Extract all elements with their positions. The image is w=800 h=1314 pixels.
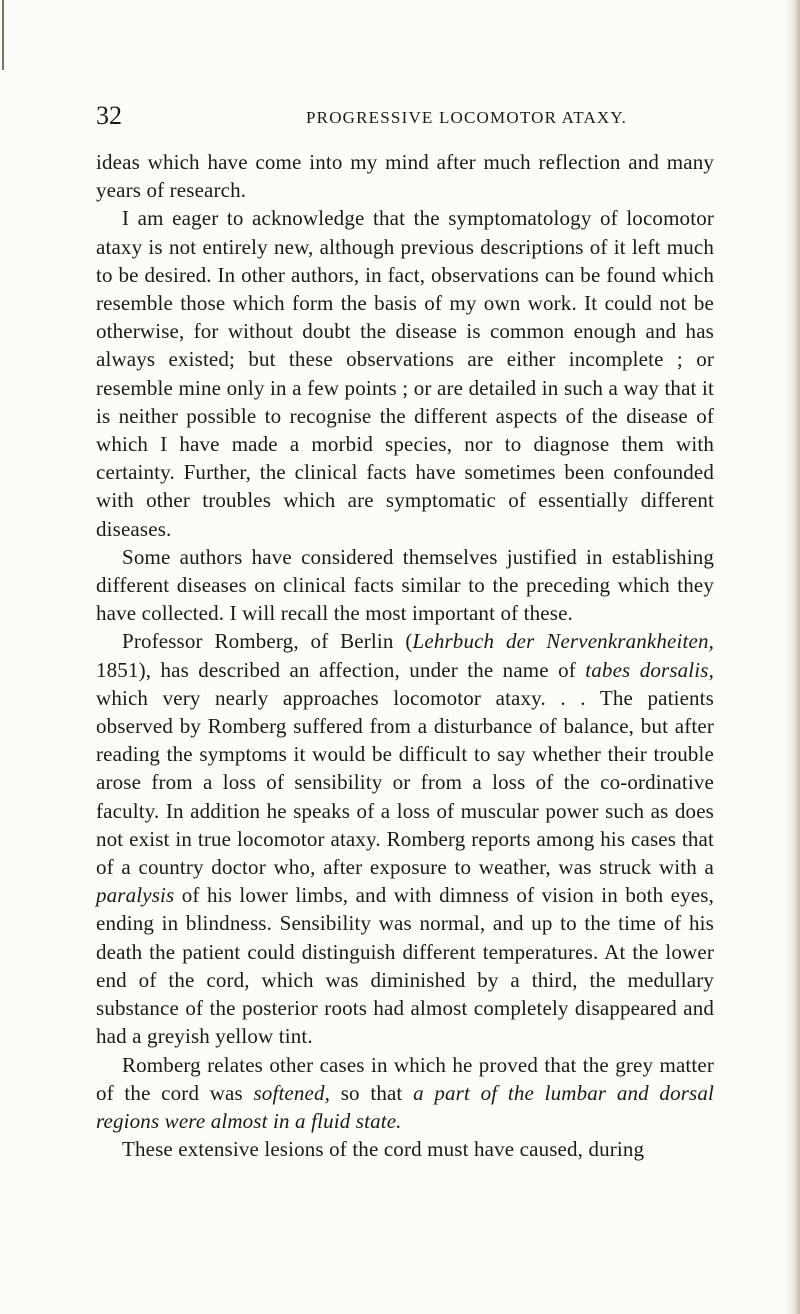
page-margin-line bbox=[2, 0, 4, 70]
softened-italic: softened, bbox=[253, 1080, 331, 1105]
cases-text-2: so that bbox=[330, 1080, 414, 1105]
body-text bbox=[96, 148, 714, 1163]
paralysis-italic: paralysis bbox=[96, 883, 175, 908]
romberg-text-4: of his lower limbs, and with dimness of vision in both eyes, ending in blindness. Sensibility was normal, and up to the time of his death the patient could distinguish different temperatures. At the lower end of the cord, which was diminished by a third, the medullary substance of the posterior roots had almost completely disappeared and had a greyish yellow tint. bbox=[96, 883, 714, 1049]
paragraph-other-authors: Some authors have considered themselves justified in establishing different diseases on clinical facts similar to the preceding which they have collected. I will recall the most important of these. bbox=[96, 544, 714, 626]
running-head: PROGRESSIVE LOCOMOTOR ATAXY. bbox=[306, 108, 628, 127]
romberg-text-3: which very nearly approaches locomotor ataxy. . . The patients observed by Romberg suffered from a disturbance of balance, but after reading the symptoms it would be difficult to say whether their trouble arose from a loss of sensibility or from a loss of the co-ordinative faculty. In addition he speaks of a loss of muscular power such as does not exist in true locomotor ataxy. Romberg reports among his cases that of a country doctor who, after exposure to weather, was struck with a bbox=[96, 685, 714, 880]
paragraph-extensive-lesions: These extensive lesions of the cord must have caused, during bbox=[122, 1137, 645, 1162]
romberg-text-1: Professor Romberg, of Berlin ( bbox=[122, 629, 413, 654]
page-edge-shadow bbox=[786, 0, 800, 1314]
page-number: 32 bbox=[96, 101, 122, 130]
paragraph-continuation: ideas which have come into my mind after much reflection and many years of research. bbox=[96, 150, 714, 203]
cases-text-1: Romberg relates other cases in which he proved that the grey matter of the cord was bbox=[96, 1052, 714, 1105]
paragraph-romberg-cases bbox=[96, 1051, 714, 1136]
tabes-dorsalis-italic: tabes dorsalis, bbox=[585, 657, 715, 682]
romberg-text-2: 1851), has described an affection, under the name of bbox=[96, 657, 586, 682]
book-title-italic: Lehrbuch der Nervenkrankheiten, bbox=[412, 629, 715, 654]
paragraph-romberg bbox=[96, 627, 714, 1050]
page-header bbox=[96, 101, 706, 131]
paragraph-symptomatology: I am eager to acknowledge that the symptomatology of locomotor ataxy is not entirely new, although previous descriptions of it left much to be desired. In other authors, in fact, observations can be found which resemble those which form the basis of my own work. It could not be otherwise, for without doubt the disease is common enough and has always existed; but these observations are either incomplete ; or resemble mine only in a few points ; or are detailed in such a way that it is neither possible to recognise the different aspects of the disease of which I have made a morbid species, nor to diagnose them with certainty. Further, the clinical facts have sometimes been confounded with other troubles which are symptomatic of essentially different diseases. bbox=[96, 206, 714, 541]
lumbar-dorsal-italic: a part of the lumbar and dorsal regions were almost in a fluid state. bbox=[96, 1080, 714, 1133]
